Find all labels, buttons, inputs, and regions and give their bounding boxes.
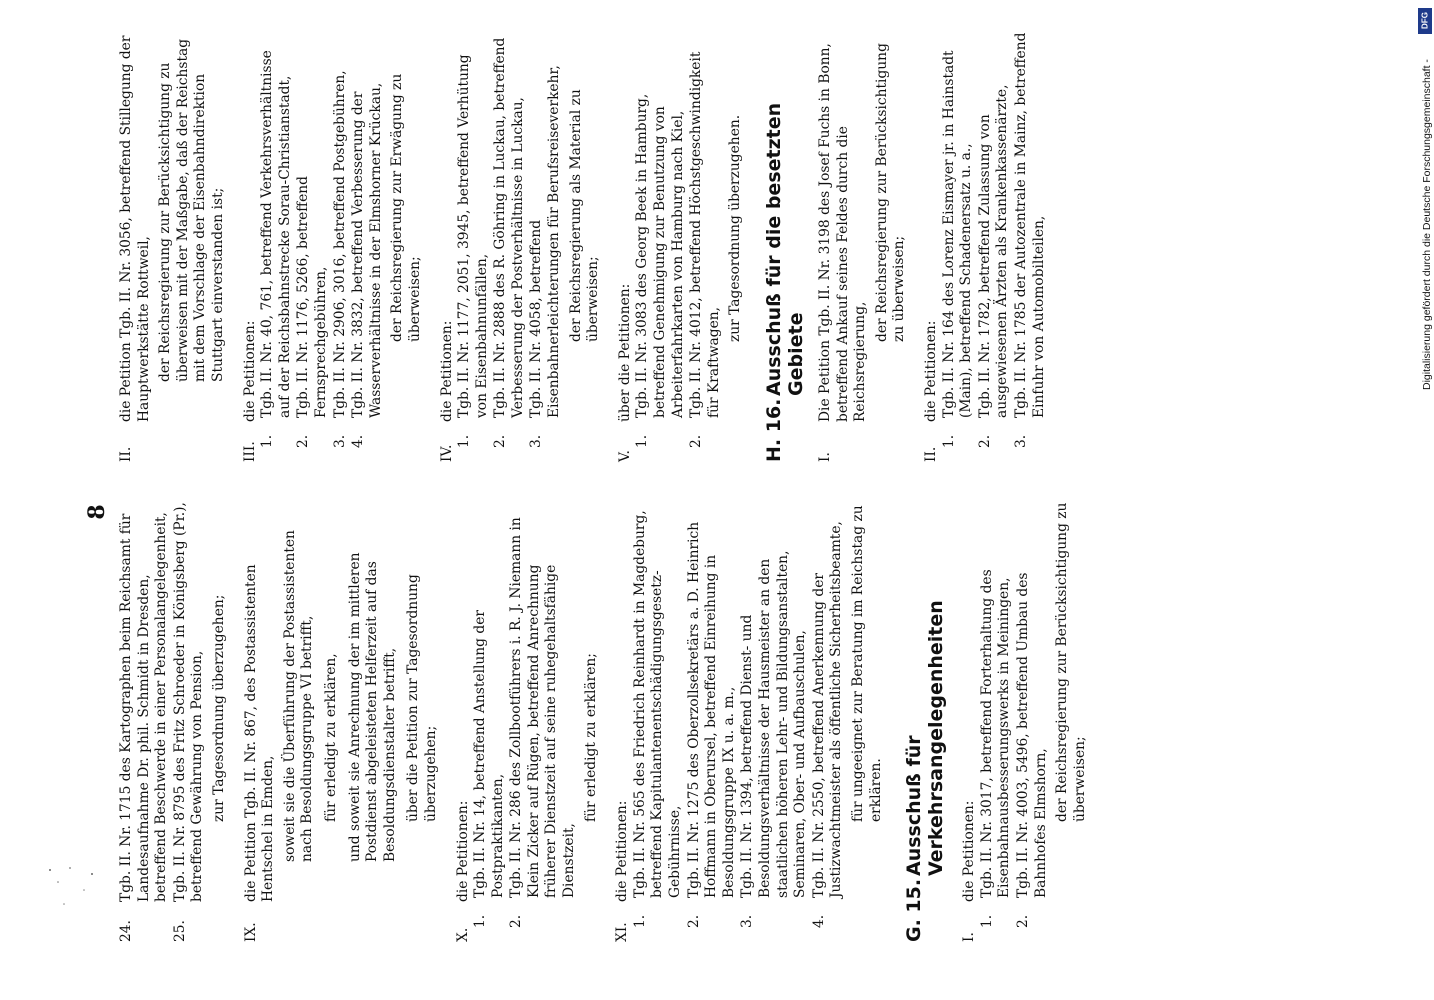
item-number: 25. [171, 920, 188, 942]
item-text: Tgb. II. Nr. 1394, betreffend Dienst- und Besoldungsverhältnisse der Hausmeister an den staatlichen höheren Lehr- und Bildungsanstalten, Seminaren, Ober- und Aufbauschulen, [739, 550, 809, 898]
item-text: Tgb. II. Nr. 1715 des Kartographen beim Reichsamt für Landesaufnahme Dr. phil. Schmidt in Dresden, betreffend Beschwerde in einer Personalangelegenheit, [118, 512, 170, 902]
resolution-text: zur Tagesordnung überzugehen; [210, 594, 227, 822]
resolution-text: für erledigt zu erklären, [322, 653, 339, 822]
section-text: die Petition Tgb. II. Nr. 3056, betreffend Stillegung der Hauptwerkstätte Rottweil, [118, 35, 152, 422]
right-column [118, 32, 1049, 462]
section-i [817, 32, 870, 462]
resolution-text: der Reichsregierung als Material zu überweisen; [567, 89, 602, 342]
list-item [977, 32, 1012, 462]
resolution-text: der Reichsregierung zur Berücksichtigung zu überweisen; [873, 43, 908, 342]
section-text: die Petitionen: [241, 320, 258, 422]
section-number: I. [817, 452, 833, 462]
item-text: Tgb. II. Nr. 8795 des Fritz Schroeder in Königsberg (Pr.), betreffend Gewährung von Pension, [171, 502, 206, 902]
heading-number: G. 15. [903, 878, 926, 942]
section-number: XI. [614, 922, 631, 942]
list-item [686, 502, 739, 942]
section-i [961, 502, 979, 942]
list-item [492, 32, 527, 462]
item-number: 2. [492, 434, 509, 448]
section-iii [242, 32, 260, 462]
section-text: über die Petitionen: [616, 283, 633, 422]
condition-text: und soweit sie Anrechnung der im mittleren Postdienst abgeleisteten Helferzeit auf das Besoldungsdienstalter betrifft, [346, 552, 398, 862]
item-number: 1. [259, 434, 276, 448]
section-text: die Petition Tgb. II. Nr. 867, des Postassistenten Hentschel in Emden, [242, 564, 277, 902]
item-text: Tgb. II. Nr. 4012, betreffend Höchstgeschwindigkeit für Kraftwagen, [688, 51, 722, 418]
list-item [739, 502, 809, 942]
scan-noise [40, 860, 110, 920]
item-number: 3. [528, 434, 545, 448]
item-number: 1. [940, 434, 957, 448]
list-item [295, 32, 330, 462]
list-item [811, 502, 846, 942]
item-number: 24. [118, 920, 134, 942]
item-text: Tgb. II. Nr. 1177, 2051, 3945, betreffend Verhütung von Eisenbahnunfällen, [456, 54, 490, 418]
item-number: 2. [976, 434, 993, 448]
section-number: V. [616, 450, 633, 462]
condition-text: soweit sie die Überführung der Postassistenten nach Besoldungsgruppe VI betrifft, [281, 530, 316, 862]
section-v [617, 32, 635, 462]
item-number: 4. [810, 914, 827, 928]
committee-heading-g15 [903, 502, 947, 942]
section-number: III. [241, 441, 258, 462]
list-item [1013, 32, 1048, 462]
item-text: Tgb. II. Nr. 1785 der Autozentrale in Mainz, betreffend Einfuhr von Automobilteilen, [1012, 32, 1047, 418]
section-text: die Petitionen: [614, 800, 631, 902]
section-text: die Petitionen: [922, 320, 939, 422]
item-text: Tgb. II. Nr. 14, betreffend Anstellung der Postpraktikanten, [472, 610, 506, 898]
section-number: I. [961, 932, 978, 942]
list-item [332, 32, 350, 462]
item-text: Tgb. II. Nr. 1782, betreffend Zulassung von ausgewiesenen Ärzten als Krankenkassenärzte, [976, 84, 1011, 418]
section-text: die Petitionen: [961, 800, 978, 902]
item-text: Tgb. II. Nr. 1275 des Oberzollsekretärs a. D. Heinrich Hoffmann in Oberursel, betreffend Einreihung in Besoldungsgruppe IX u. a. m., [685, 521, 737, 898]
item-number: 1. [472, 914, 489, 928]
item-number: 1. [631, 914, 648, 928]
list-item [634, 32, 687, 462]
dfg-logo: DFG [1418, 8, 1432, 34]
item-number: 2. [688, 434, 705, 448]
section-xi [614, 502, 632, 942]
item-text: Tgb. II. Nr. 164 des Lorenz Eismayer jr. in Hainstadt (Main), betreffend Schadenersatz u. a., [940, 50, 975, 418]
section-number: X. [454, 927, 471, 942]
resolution-text: zur Tagesordnung überzugehen. [727, 114, 744, 342]
section-number: IV. [438, 444, 455, 462]
item-text: Tgb. II. Nr. 2906, 3016, betreffend Postgebühren, [331, 70, 348, 418]
section-number: II. [118, 446, 134, 462]
heading-text: Ausschuß für die besetzten Gebiete [763, 102, 807, 396]
section-x [455, 502, 473, 942]
item-number: 3. [331, 434, 348, 448]
item-number: 2. [685, 914, 702, 928]
section-ii [923, 32, 941, 462]
committee-heading-h16 [763, 32, 807, 462]
item-text: Tgb. II. Nr. 3017, betreffend Forterhaltung des Eisenbahnausbesserungswerks in Meiningen, [978, 569, 1013, 898]
item-number: 2. [508, 914, 525, 928]
resolution-text: der Reichsregierung zur Berücksichtigung zu überweisen mit der Maßgabe, daß der Reichstag mit dem Vorschlage der Eisenbahndirektion Stuttgart einverstanden ist; [157, 38, 226, 382]
list-item [1015, 502, 1050, 942]
resolution-text: der Reichsregierung zur Erwägung zu überweisen; [389, 73, 423, 342]
list-item [172, 502, 207, 942]
item-number: 1. [456, 434, 473, 448]
list-item [472, 502, 507, 942]
item-text: Tgb. II. Nr. 2888 des R. Göhring in Luckau, betreffend Verbesserung der Postverhältnisse in Luckau, [492, 37, 526, 418]
left-column [118, 502, 1095, 942]
item-number: 3. [739, 914, 756, 928]
resolution-text: für erledigt zu erklären; [582, 653, 599, 822]
item-number: 2. [1014, 914, 1031, 928]
list-item [259, 32, 294, 462]
item-text: Tgb. II. Nr. 2550, betreffend Anerkennung der Justizwachtmeister als öffentliche Sicherheitsbeamte, [810, 521, 845, 898]
section-text: die Petitionen: [454, 800, 471, 902]
item-text: Tgb. II. Nr. 3832, betreffend Verbesserung der Wasserverhältnisse in der Elmshorner Krückau, [350, 82, 384, 418]
list-item [688, 32, 723, 462]
item-text: Tgb. II. Nr. 3083 des Georg Beek in Hamburg, betreffend Genehmigung zur Benutzung von Arbeiterfahrkarten von Hamburg nach Kiel, [634, 93, 686, 418]
section-iv [439, 32, 457, 462]
list-item [632, 502, 685, 942]
heading-text: Ausschuß für Verkehrsangelegenheiten [903, 600, 948, 876]
item-text: Tgb. II. Nr. 4003, 5496, betreffend Umbau des Bahnhofes Elmshorn, [1014, 572, 1049, 898]
list-item [456, 32, 491, 462]
item-text: Tgb. II. Nr. 4058, betreffend Eisenbahnerleichterungen für Berufsreiseverkehr, [528, 65, 563, 418]
heading-number: H. 16. [763, 398, 785, 462]
section-number: II. [922, 446, 939, 462]
list-item [350, 32, 385, 462]
item-text: Tgb. II. Nr. 565 des Friedrich Reinhardt in Magdeburg, betreffend Kapitulantenentschädigungsgesetz-Gebührnisse, [631, 510, 684, 898]
resolution-text: der Reichsregierung zur Berücksichtigung zu überweisen; [1054, 502, 1088, 822]
list-item [508, 502, 578, 942]
section-number: IX. [242, 922, 259, 942]
credit-text: Digitalisierung gefördert durch die Deutsche Forschungsgemeinschaft - [1421, 59, 1433, 390]
item-text: Tgb. II. Nr. 1176, 5266, betreffend Fernsprechgebühren, [295, 176, 329, 418]
digitization-credit [1416, 10, 1434, 390]
item-number: 3. [1012, 434, 1029, 448]
section-text: die Petitionen: [438, 320, 455, 422]
list-item [528, 32, 563, 462]
list-item [979, 502, 1014, 942]
item-text: Tgb. II. Nr. 286 des Zollbootführers i. R. J. Niemann in Klein Zicker auf Rügen, betreffend Anrechnung früherer Dienstzeit auf seine ruhegehaltsfähige Dienstzeit, [508, 517, 578, 898]
section-ii [118, 32, 153, 462]
item-text: Tgb. II. Nr. 40, 761, betreffend Verkehrsverhältnisse auf der Reichsbahnstrecke Sorau-Christianstadt, [259, 50, 293, 418]
section-ix [243, 502, 278, 942]
section-text: Die Petition Tgb. II. Nr. 3198 des Josef Fuchs in Bonn, betreffend Ankauf seines Feldes durch die Reichsregierung, [817, 43, 869, 422]
list-item [941, 32, 976, 462]
list-item [118, 502, 171, 942]
item-number: 4. [350, 434, 367, 448]
page-number: 8 [84, 504, 110, 520]
resolution-text: über die Petition zur Tagesordnung überzugehen; [405, 574, 439, 822]
item-number: 1. [978, 914, 995, 928]
item-number: 1. [634, 434, 651, 448]
item-number: 2. [295, 434, 312, 448]
resolution-text: für ungeeignet zur Beratung im Reichstag zu erklären. [849, 505, 884, 822]
